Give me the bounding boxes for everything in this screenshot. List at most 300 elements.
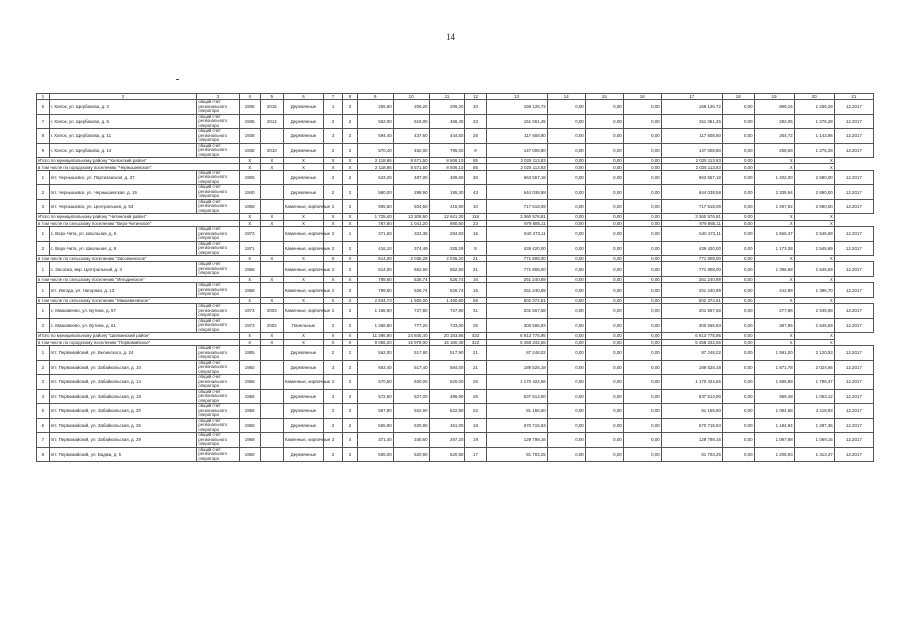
table-cell: Деревянные	[283, 346, 323, 361]
scan-speck	[176, 79, 179, 80]
subtotal-cell: X	[794, 276, 834, 282]
subtotal-cell: 322	[465, 339, 486, 345]
table-cell: 1 170 424,66	[486, 375, 547, 390]
table-cell: 0,00	[623, 129, 661, 144]
table-cell: 0,00	[585, 418, 623, 433]
table-cell: 7	[37, 114, 50, 129]
table-cell: 663 557,18	[661, 170, 722, 185]
table-cell: 0,00	[623, 447, 661, 462]
table-cell: 1 094,58	[754, 404, 794, 419]
table-cell: пгт. Первомайский, ул. Забайкальская, д. 20	[49, 404, 197, 419]
table-cell: 2	[324, 360, 343, 375]
subtotal-cell: 16	[465, 276, 486, 282]
table-cell: общий счет регионального оператора	[197, 404, 239, 419]
subtotal-cell: X	[260, 164, 283, 170]
subtotal-label: в том числе по сельскому поселению "Засопкинское"	[37, 256, 240, 262]
table-cell: 1	[37, 170, 50, 185]
table-cell: 522,90	[393, 404, 429, 419]
subtotal-cell: X	[239, 158, 260, 164]
table-cell: 2	[37, 318, 50, 333]
table-cell: 12.2017	[834, 404, 873, 419]
table-cell: 12.2017	[834, 360, 873, 375]
table-cell: общий счет регионального оператора	[197, 283, 239, 298]
table-cell	[260, 241, 283, 256]
table-cell: 1	[343, 227, 358, 242]
subtotal-cell: 13 308,60	[393, 214, 429, 220]
table-cell: 2	[343, 418, 358, 433]
subtotal-cell: 5 458 342,66	[661, 339, 722, 345]
subtotal-cell: 0,00	[623, 297, 661, 303]
column-number-cell: 6	[283, 94, 323, 100]
table-cell: 2	[343, 262, 358, 277]
table-cell: Деревянные	[283, 129, 323, 144]
table-cell: 1959	[239, 447, 260, 462]
table-cell: 12.2017	[834, 283, 873, 298]
subtotal-cell: X	[754, 158, 794, 164]
table-cell: г. Хилок, ул. Щербакова, д. 5	[49, 114, 197, 129]
subtotal-cell: X	[794, 297, 834, 303]
table-cell: 0,00	[547, 346, 585, 361]
column-number-cell: 19	[754, 94, 794, 100]
subtotal-cell: 980,50	[429, 220, 465, 226]
table-cell: 2	[343, 404, 358, 419]
table-cell: 1958	[239, 199, 260, 214]
table-cell: Каменные, кирпичные	[283, 241, 323, 256]
table-cell: 297,20	[429, 433, 465, 448]
subtotal-cell: 2 025 113,83	[486, 158, 547, 164]
table-cell: общий счет регионального оператора	[197, 170, 239, 185]
table-cell: 0,00	[623, 241, 661, 256]
subtotal-cell: X	[239, 214, 260, 220]
table-cell: 0,00	[585, 304, 623, 319]
table-cell: общий счет регионального оператора	[197, 227, 239, 242]
table-cell	[260, 404, 283, 419]
subtotal-cell: 0,00	[585, 220, 623, 226]
table-cell: 580,00	[357, 185, 393, 200]
table-cell: 1960	[239, 360, 260, 375]
subtotal-cell: X	[794, 158, 834, 164]
table-cell: 2	[324, 346, 343, 361]
table-cell: 16	[465, 283, 486, 298]
table-cell: 0,00	[623, 199, 661, 214]
subtotal-cell: X	[260, 339, 283, 345]
table-cell: 537 513,90	[486, 389, 547, 404]
table-cell: 201 567,68	[486, 304, 547, 319]
subtotal-cell: X	[754, 164, 794, 170]
table-cell: 461,00	[429, 418, 465, 433]
table-cell: 1 402,00	[754, 170, 794, 185]
table-cell: 9	[37, 143, 50, 158]
table-cell: 0,00	[547, 241, 585, 256]
subtotal-cell: 11 396,90	[357, 333, 393, 339]
table-cell: 0,00	[585, 143, 623, 158]
table-cell: 0,00	[547, 418, 585, 433]
table-cell: общий счет регионального оператора	[197, 318, 239, 333]
table-cell: 565,00	[357, 447, 393, 462]
subtotal-cell: 0,00	[623, 220, 661, 226]
table-cell: г. Хилок, ул. Щербакова, д. 11	[49, 129, 197, 144]
subtotal-cell: 526,74	[393, 276, 429, 282]
table-cell: 2	[343, 114, 358, 129]
table-cell	[260, 389, 283, 404]
table-cell: 2 545,69	[794, 227, 834, 242]
table-cell: 21	[465, 346, 486, 361]
table-cell: 10	[465, 100, 486, 115]
subtotal-cell: 6 913 775,95	[661, 333, 722, 339]
table-cell: 340,60	[393, 433, 429, 448]
table-cell: 325,29	[429, 241, 465, 256]
table-cell: 0,00	[722, 447, 754, 462]
table-row	[37, 360, 874, 375]
table-cell: пгт. Первомайский, ул. Забайкальская, д. 10	[49, 360, 197, 375]
table-cell: 387,96	[754, 318, 794, 333]
table-cell: 0,00	[623, 318, 661, 333]
table-cell: 2	[343, 389, 358, 404]
table-cell	[260, 418, 283, 433]
table-cell: 151 061,45	[486, 114, 547, 129]
table-cell: 1971	[239, 241, 260, 256]
table-cell: 2 545,69	[794, 304, 834, 319]
table-cell: 0,00	[585, 114, 623, 129]
table-cell: 25	[465, 318, 486, 333]
table-cell: 251 240,89	[661, 283, 722, 298]
table-cell: пгт. Чернышевск, ул. Партизанская, д. 37	[49, 170, 197, 185]
table-cell: 0,00	[547, 433, 585, 448]
subtotal-cell: 0,00	[623, 164, 661, 170]
subtotal-cell: 526,74	[429, 276, 465, 282]
table-cell: 733,00	[429, 318, 465, 333]
table-cell: 517,90	[393, 346, 429, 361]
table-cell	[260, 283, 283, 298]
table-cell: 1 208,93	[754, 447, 794, 462]
subtotal-cell: 0,00	[722, 339, 754, 345]
table-cell: 795,00	[429, 143, 465, 158]
table-cell: 663,40	[357, 360, 393, 375]
table-cell: 2 545,69	[794, 241, 834, 256]
table-row	[37, 114, 874, 129]
table-cell: г. Хилок, ул. Щербакова, д. 14	[49, 143, 197, 158]
table-cell: 0,00	[722, 227, 754, 242]
table-cell: Деревянные	[283, 447, 323, 462]
table-cell: 22	[465, 404, 486, 419]
table-cell: 717 518,09	[661, 199, 722, 214]
table-cell: 12.2017	[834, 170, 873, 185]
table-row	[37, 100, 874, 115]
subtotal-cell: 2 025 113,83	[661, 164, 722, 170]
table-cell: 2003	[260, 304, 283, 319]
table-cell: 0,00	[722, 199, 754, 214]
table-row	[37, 185, 874, 200]
column-number-cell: 8	[343, 94, 358, 100]
table-cell: 3	[37, 375, 50, 390]
subtotal-cell: 9 066,20	[357, 339, 393, 345]
table-cell: 439 420,00	[486, 241, 547, 256]
table-cell: 4	[37, 389, 50, 404]
subtotal-cell: 1 725,40	[357, 214, 393, 220]
table-cell: 0,00	[623, 283, 661, 298]
table-cell: 2	[37, 185, 50, 200]
table-cell: 0,00	[585, 389, 623, 404]
table-cell: 0,00	[585, 283, 623, 298]
subtotal-cell: 20 183,86	[429, 333, 465, 339]
subtotal-cell: 0,00	[585, 276, 623, 282]
subtotal-cell: 502 374,61	[661, 297, 722, 303]
table-cell: 19	[465, 433, 486, 448]
table-cell: Каменные, кирпичные	[283, 227, 323, 242]
table-row	[37, 375, 874, 390]
column-number-cell: 12	[465, 94, 486, 100]
table-cell: 644 038,58	[661, 185, 722, 200]
table-cell: 0,00	[585, 404, 623, 419]
table-cell: 415,90	[429, 199, 465, 214]
table-cell: общий счет регионального оператора	[197, 129, 239, 144]
subtotal-cell: 0,00	[585, 164, 623, 170]
table-cell: 439 420,00	[661, 241, 722, 256]
subtotal-cell: 0,00	[722, 256, 754, 262]
table-cell: 0,00	[547, 318, 585, 333]
subtotal-cell: 0,00	[623, 256, 661, 262]
table-cell: 300 566,93	[661, 318, 722, 333]
table-cell: 0,00	[547, 375, 585, 390]
subtotal-cell: 0,00	[585, 214, 623, 220]
table-cell: пгт. Первомайский, ул. Забайкальская, д. 18	[49, 389, 197, 404]
table-cell: 537 513,90	[661, 389, 722, 404]
column-number-cell: 21	[834, 94, 873, 100]
table-row	[37, 389, 874, 404]
table-cell: Каменные, кирпичные	[283, 262, 323, 277]
table-cell: 0,00	[623, 170, 661, 185]
table-cell: 0,00	[585, 375, 623, 390]
table-cell: 644 038,58	[486, 185, 547, 200]
subtotal-cell: 0,00	[623, 276, 661, 282]
table-cell: 0,00	[585, 318, 623, 333]
subtotal-cell: 0,00	[722, 333, 754, 339]
table-cell: 31	[465, 304, 486, 319]
subtotal-cell: 85	[465, 158, 486, 164]
table-cell: 10	[465, 199, 486, 214]
table-cell: 8	[37, 447, 50, 462]
subtotal-cell: 502 374,61	[486, 297, 547, 303]
column-number-cell: 20	[794, 94, 834, 100]
table-cell: 2	[324, 185, 343, 200]
column-number-cell: 15	[585, 94, 623, 100]
table-cell: 0,00	[722, 404, 754, 419]
table-cell: 3	[37, 199, 50, 214]
subtotal-cell: 0,00	[722, 158, 754, 164]
table-cell: 1 276,29	[794, 114, 834, 129]
subtotal-cell: 2 118,86	[357, 158, 393, 164]
table-cell: 2002	[260, 318, 283, 333]
table-cell: 371,50	[357, 227, 393, 242]
table-cell: 0,00	[585, 227, 623, 242]
table-cell: 771 808,00	[486, 262, 547, 277]
subtotal-cell: 0,00	[547, 256, 585, 262]
table-cell: 151 061,45	[661, 114, 722, 129]
table-cell: 0,00	[722, 114, 754, 129]
table-cell: 1 368,80	[357, 318, 393, 333]
table-cell: 2	[343, 143, 358, 158]
table-cell: 2 545,69	[794, 318, 834, 333]
table-cell: пгт. Первомайский, ул. Белинского, д. 24	[49, 346, 197, 361]
subtotal-cell: 0,00	[547, 158, 585, 164]
table-cell: пгт. Первомайский, ул. Забайкальская, д. 29	[49, 433, 197, 448]
table-cell: 2 118,93	[794, 404, 834, 419]
table-cell: пгт. Ингода, ул. Нагорная, д. 13	[49, 283, 197, 298]
table-cell: общий счет регионального оператора	[197, 185, 239, 200]
table-cell: пгт. Первомайский, ул. Забайкальская, д. 14	[49, 375, 197, 390]
table-cell: 0,00	[585, 185, 623, 200]
table-cell: 30	[465, 170, 486, 185]
subtotal-cell: X	[794, 333, 834, 339]
table-cell: 584,00	[429, 360, 465, 375]
table-cell: 201 567,68	[661, 304, 722, 319]
table-cell: 462,00	[393, 143, 429, 158]
subtotal-cell: X	[754, 297, 794, 303]
subtotal-cell: 1 505,00	[393, 297, 429, 303]
table-cell: 2	[324, 404, 343, 419]
table-cell: 5	[37, 404, 50, 419]
table-cell: 2	[324, 262, 343, 277]
column-number-cell: 11	[429, 94, 465, 100]
subtotal-cell: X	[283, 297, 323, 303]
subtotal-cell: 979 885,11	[486, 220, 547, 226]
subtotal-cell: X	[343, 276, 358, 282]
table-cell: общий счет регионального оператора	[197, 433, 239, 448]
subtotal-cell: 0,00	[623, 333, 661, 339]
table-cell: 2 335,94	[754, 185, 794, 200]
table-cell: 2	[324, 143, 343, 158]
column-number-cell: 3	[197, 94, 239, 100]
subtotal-cell: X	[754, 256, 794, 262]
table-cell: 562,00	[357, 346, 393, 361]
table-cell: общий счет регионального оператора	[197, 360, 239, 375]
table-cell: 552,60	[393, 262, 429, 277]
table-cell: 0,00	[547, 114, 585, 129]
table-cell: 300 566,93	[486, 318, 547, 333]
subtotal-cell: X	[794, 214, 834, 220]
table-cell: 2	[343, 129, 358, 144]
table-cell: 1 591,00	[754, 346, 794, 361]
table-cell: 1 666,37	[754, 227, 794, 242]
table-cell: общий счет регионального оператора	[197, 389, 239, 404]
table-cell: 552,60	[429, 262, 465, 277]
table-cell: 1 276,29	[794, 143, 834, 158]
subtotal-cell: X	[754, 220, 794, 226]
subtotal-cell: 2 035,29	[393, 256, 429, 262]
table-row	[37, 241, 874, 256]
subtotal-cell: X	[324, 333, 343, 339]
table-cell: Каменные, кирпичные	[283, 375, 323, 390]
table-cell: 324,35	[393, 227, 429, 242]
table-cell: 0,00	[722, 304, 754, 319]
table-cell: 0,00	[722, 170, 754, 185]
table-cell: с. Маккавеево, ул. Бутина, д. 61	[49, 318, 197, 333]
subtotal-cell: X	[343, 297, 358, 303]
table-cell: 437,60	[393, 129, 429, 144]
table-cell: с. Верх-Чита, ул. Школьная, д. 8	[49, 241, 197, 256]
table-cell: 670,60	[357, 375, 393, 390]
table-cell: общий счет регионального оператора	[197, 114, 239, 129]
table-cell: 189 525,18	[486, 360, 547, 375]
table-cell: 2	[343, 199, 358, 214]
table-cell: 540 473,11	[661, 227, 722, 242]
page-number: 14	[446, 32, 455, 42]
table-cell: 1 796,47	[794, 375, 834, 390]
table-cell: 87 248,02	[661, 346, 722, 361]
table-cell: 2 120,53	[794, 346, 834, 361]
table-cell: 288,90	[393, 185, 429, 200]
table-cell	[260, 346, 283, 361]
table-cell: 2	[343, 283, 358, 298]
subtotal-cell: 979 885,11	[661, 220, 722, 226]
table-cell: Панельные	[283, 318, 323, 333]
table-cell: 23	[465, 114, 486, 129]
table-cell: 1940	[239, 185, 260, 200]
table-cell: 21	[465, 360, 486, 375]
table-cell: 2 690,00	[794, 199, 834, 214]
table-cell: 2	[324, 418, 343, 433]
table-cell: 1973	[239, 227, 260, 242]
subtotal-cell: X	[324, 158, 343, 164]
subtotal-cell: 12 641,30	[429, 214, 465, 220]
table-cell: общий счет регионального оператора	[197, 447, 239, 462]
table-cell: 81 156,60	[661, 404, 722, 419]
column-number-cell: 10	[393, 94, 429, 100]
column-number-cell: 16	[623, 94, 661, 100]
table-cell: 0,00	[722, 241, 754, 256]
table-cell: пгт. Первомайский, ул. Забайкальская, д. 26	[49, 418, 197, 433]
table-cell: 0,00	[623, 404, 661, 419]
table-cell: 1	[37, 346, 50, 361]
table-cell: 2	[324, 114, 343, 129]
table-cell: 2010	[260, 143, 283, 158]
table-cell: 1	[37, 304, 50, 319]
table-cell: 442,89	[754, 283, 794, 298]
table-cell: Деревянные	[283, 170, 323, 185]
table-cell: 416,10	[357, 241, 393, 256]
table-row	[37, 318, 874, 333]
table-row	[37, 262, 874, 277]
column-number-cell: 1	[37, 94, 50, 100]
table-cell: 0,00	[547, 185, 585, 200]
table-cell: 12.2017	[834, 318, 873, 333]
subtotal-cell: 8 506,10	[429, 158, 465, 164]
table-cell: общий счет регионального оператора	[197, 143, 239, 158]
table-cell: 277,96	[754, 304, 794, 319]
table-cell: 2	[324, 129, 343, 144]
table-cell: 620,00	[429, 375, 465, 390]
table-cell: 0,00	[585, 100, 623, 115]
table-cell: 0,00	[585, 262, 623, 277]
subtotal-cell: X	[283, 256, 323, 262]
subtotal-cell: X	[260, 256, 283, 262]
table-cell: 444,50	[429, 129, 465, 144]
subtotal-cell: X	[754, 214, 794, 220]
table-cell: 517,90	[429, 346, 465, 361]
table-cell: 8	[37, 129, 50, 144]
table-cell	[260, 433, 283, 448]
repair-register-table	[36, 93, 874, 462]
table-cell: 2	[324, 318, 343, 333]
table-cell: 12.2017	[834, 100, 873, 115]
table-cell: Деревянные	[283, 404, 323, 419]
subtotal-cell: 23	[465, 220, 486, 226]
table-cell: 567,90	[357, 404, 393, 419]
table-cell: 374,49	[393, 241, 429, 256]
subtotal-cell: 15 180,48	[429, 339, 465, 345]
subtotal-cell: X	[260, 333, 283, 339]
table-cell: 540 473,11	[486, 227, 547, 242]
